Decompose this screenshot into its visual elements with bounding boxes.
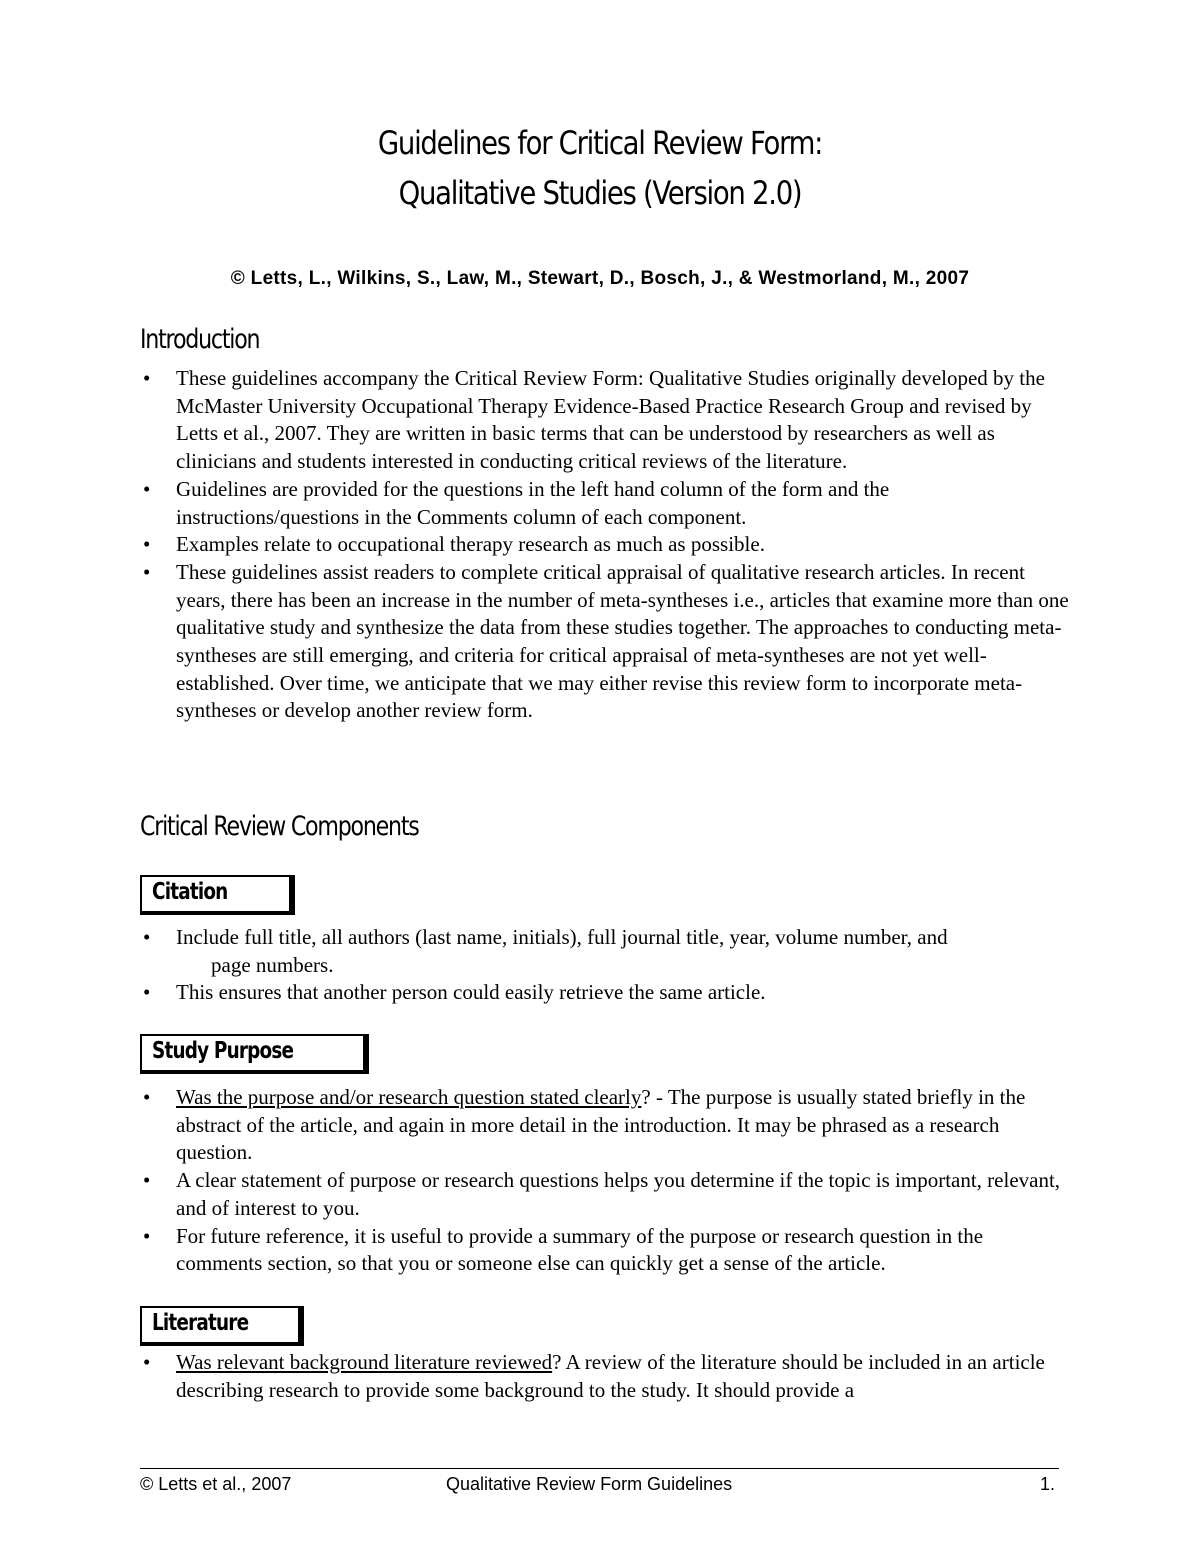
list-item-text: These guidelines assist readers to complete critical appraisal of qualitative research articles. In recent years, there has been an increase in the number of meta-syntheses i.e., articles that examine more than one qualitative study and synthesize the data from these studies together. The approaches to conducting meta-syntheses are still emerging, and criteria for critical appraisal of meta-syntheses are not yet well-established. Over time, we anticipate that we may either revise this review form to incorporate meta-syntheses or develop another review form. <box>176 559 1069 723</box>
literature-heading-box <box>140 1306 304 1346</box>
list-item <box>140 1167 1070 1222</box>
bullet-icon: • <box>143 366 151 390</box>
authors-copyright: © Letts, L., Wilkins, S., Law, M., Stewart, D., Bosch, J., & Westmorland, M., 2007 <box>230 268 970 289</box>
list-item-text: These guidelines accompany the Critical Review Form: Qualitative Studies originally developed by the McMaster University Occupational Therapy Evidence-Based Practice Research Group and revised by Letts et al., 2007. They are written in basic terms that can be understood by researchers as well as clinicians and students interested in conducting critical reviews of the literature. <box>176 366 1045 474</box>
literature-list <box>140 1349 1070 1404</box>
bullet-icon: • <box>143 476 151 501</box>
list-item-text: This ensures that another person could easily retrieve the same article. <box>176 980 766 1005</box>
bullet-icon: • <box>143 925 151 949</box>
list-item <box>140 1084 1070 1167</box>
bullet-icon: • <box>143 980 151 1005</box>
bullet-icon: • <box>143 532 151 557</box>
list-item <box>140 979 1070 1007</box>
footer-divider <box>140 1468 1059 1469</box>
list-item <box>140 531 1070 559</box>
list-item <box>140 1223 1070 1278</box>
review-question: Was the purpose and/or research question stated clearly <box>176 1085 642 1109</box>
list-item-text: ? A review of the literature should be included in an article describing research to provide some background to the study. It should provide a <box>176 1350 1045 1402</box>
review-question: Was relevant background literature reviewed <box>176 1350 553 1374</box>
introduction-list <box>140 365 1070 725</box>
footer-document-name: Qualitative Review Form Guidelines <box>446 1474 733 1494</box>
list-item-text: Include full title, all authors (last name, initials), full journal title, year, volume number, and <box>176 925 948 949</box>
list-item <box>140 1349 1070 1404</box>
list-item-text: Guidelines are provided for the questions in the left hand column of the form and the instructions/questions in the Comments column of each component. <box>176 476 890 529</box>
introduction-heading: Introduction <box>140 324 260 355</box>
study-purpose-heading-box <box>140 1034 369 1074</box>
list-item <box>140 924 1070 979</box>
footer-copyright: © Letts et al., 2007 <box>140 1474 292 1494</box>
bullet-icon: • <box>143 1223 151 1248</box>
citation-list <box>140 924 1070 1007</box>
document-title <box>0 118 1200 218</box>
title-line-1: Guidelines for Critical Review Form: <box>377 124 823 162</box>
title-line-2: Qualitative Studies (Version 2.0) <box>398 174 802 212</box>
list-item-text: For future reference, it is useful to provide a summary of the purpose or research question in the comments section, so that you or someone else can quickly get a sense of the article. <box>176 1223 984 1276</box>
list-item <box>140 559 1070 725</box>
citation-heading-box <box>140 875 295 915</box>
list-item-text: A clear statement of purpose or research questions helps you determine if the topic is important, relevant, and of interest to you. <box>176 1168 1061 1220</box>
list-item-text: Examples relate to occupational therapy research as much as possible. <box>176 532 765 557</box>
study-purpose-heading: Study Purpose <box>152 1038 294 1064</box>
bullet-icon: • <box>143 559 151 584</box>
citation-heading: Citation <box>152 879 228 905</box>
footer-page-number: 1. <box>1040 1474 1056 1494</box>
list-item-text-continued: page numbers. <box>211 952 334 977</box>
list-item <box>140 476 1070 531</box>
list-item <box>140 365 1070 476</box>
bullet-icon: • <box>143 1350 151 1374</box>
bullet-icon: • <box>143 1168 151 1193</box>
literature-heading: Literature <box>152 1310 249 1336</box>
components-heading: Critical Review Components <box>140 811 419 842</box>
bullet-icon: • <box>143 1085 151 1109</box>
study-purpose-list <box>140 1084 1070 1278</box>
list-item-text: ? - The purpose is usually stated briefly in the abstract of the article, and again in more detail in the introduction. It may be phrased as a research question. <box>176 1085 1026 1165</box>
